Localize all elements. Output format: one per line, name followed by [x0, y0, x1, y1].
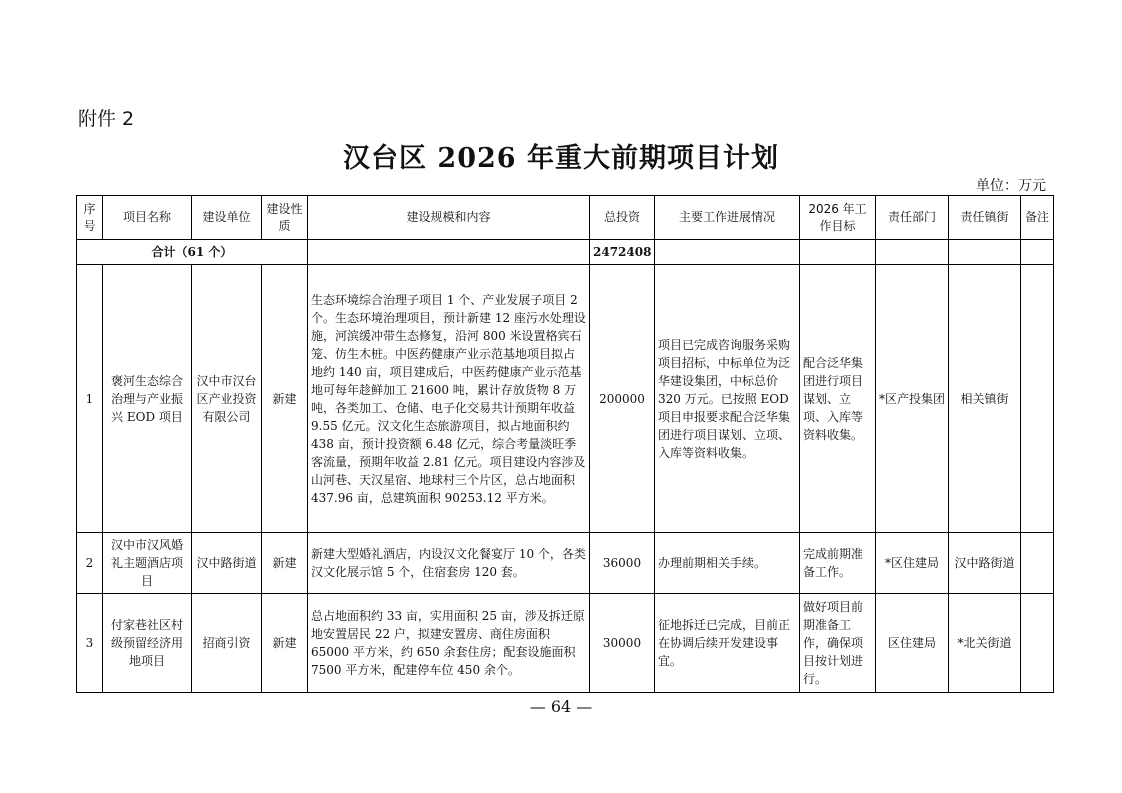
total-empty-cell [949, 240, 1021, 265]
row-progress: 征地拆迁已完成，目前正在协调后续开发建设事宜。 [655, 594, 800, 693]
table-row [77, 265, 1054, 533]
row-investment: 36000 [590, 533, 655, 594]
row-goal: 做好项目前期准备工作，确保项目按计划进行。 [800, 594, 876, 693]
header-cell-unit: 建设单位 [192, 196, 262, 240]
header-cell-nature: 建设性质 [262, 196, 308, 240]
unit-label: 单位：万元 [976, 178, 1046, 194]
page-title: 汉台区 2026 年重大前期项目计划 [343, 143, 779, 174]
row-project-name: 褒河生态综合治理与产业振兴 EOD 项目 [103, 265, 192, 533]
total-empty-cell [1021, 240, 1054, 265]
header-cell-scope: 建设规模和内容 [308, 196, 590, 240]
row-no: 2 [77, 533, 103, 594]
row-nature: 新建 [262, 265, 308, 533]
table-row [77, 533, 1054, 594]
total-empty-cell [876, 240, 949, 265]
row-nature: 新建 [262, 533, 308, 594]
row-scope: 新建大型婚礼酒店，内设汉文化餐宴厅 10 个，各类汉文化展示馆 5 个，住宿套房 120 套。 [308, 533, 590, 594]
header-cell-progress: 主要工作进展情况 [655, 196, 800, 240]
total-row [77, 240, 1054, 265]
row-nature: 新建 [262, 594, 308, 693]
header-cell-dept: 责任部门 [876, 196, 949, 240]
attachment-label: 附件 2 [78, 108, 135, 130]
row-town: 汉中路街道 [949, 533, 1021, 594]
header-cell-goal: 2026 年工作目标 [800, 196, 876, 240]
page-number: — 64 — [529, 697, 593, 716]
header-cell-investment: 总投资 [590, 196, 655, 240]
row-project-name: 汉中市汉风婚礼主题酒店项目 [103, 533, 192, 594]
table-header-row [77, 196, 1054, 240]
row-investment: 200000 [590, 265, 655, 533]
row-construction-unit: 招商引资 [192, 594, 262, 693]
row-no: 1 [77, 265, 103, 533]
row-construction-unit: 汉中路街道 [192, 533, 262, 594]
row-dept: *区住建局 [876, 533, 949, 594]
total-empty-cell [655, 240, 800, 265]
row-scope: 生态环境综合治理子项目 1 个、产业发展子项目 2 个。生态环境治理项目，预计新建 12 座污水处理设施，河滨缓冲带生态修复，沿河 800 米设置格宾石笼、仿生木桩。中医药健康产业示范基地项目拟占地约 140 亩，项目建成后，中医药健康产业示范基地可每年趁鲜加工 21600 吨，累计存放货物 8 万吨，各类加工、仓储、电子化交易共计预期年收益 9.55 亿元。汉文化生态旅游项目，拟占地面积约 438 亩，预计投资额 6.48 亿元，综合考量淡旺季客流量，预期年收益 2.81 亿元。项目建设内容涉及山河巷、天汉星宿、地球村三个片区，总占地面积 437.96 亩，总建筑面积 90253.12 平方米。 [308, 265, 590, 533]
row-goal: 完成前期准备工作。 [800, 533, 876, 594]
header-cell-note: 备注 [1021, 196, 1054, 240]
row-investment: 30000 [590, 594, 655, 693]
total-empty-cell [800, 240, 876, 265]
row-progress: 项目已完成咨询服务采购项目招标，中标单位为泛华建设集团，中标总价 320 万元。已按照 EOD 项目申报要求配合泛华集团进行项目谋划、立项、入库等资料收集。 [655, 265, 800, 533]
header-cell-no: 序号 [77, 196, 103, 240]
row-no: 3 [77, 594, 103, 693]
row-goal: 配合泛华集团进行项目谋划、立项、入库等资料收集。 [800, 265, 876, 533]
header-cell-town: 责任镇街 [949, 196, 1021, 240]
row-town: 相关镇街 [949, 265, 1021, 533]
row-construction-unit: 汉中市汉台区产业投资有限公司 [192, 265, 262, 533]
header-cell-name: 项目名称 [103, 196, 192, 240]
row-town: *北关街道 [949, 594, 1021, 693]
row-dept: *区产投集团 [876, 265, 949, 533]
row-dept: 区住建局 [876, 594, 949, 693]
row-scope: 总占地面积约 33 亩，实用面积 25 亩，涉及拆迁原地安置居民 22 户，拟建安置房、商住房面积 65000 平方米，约 650 余套住房；配套设施面积 7500 平方米，配建停车位 450 余个。 [308, 594, 590, 693]
row-project-name: 付家巷社区村级预留经济用地项目 [103, 594, 192, 693]
table-row [77, 594, 1054, 693]
row-note [1021, 265, 1054, 533]
total-investment: 2472408 [590, 240, 655, 265]
total-label: 合计（61 个） [77, 240, 308, 265]
row-note [1021, 594, 1054, 693]
total-empty-cell [308, 240, 590, 265]
row-progress: 办理前期相关手续。 [655, 533, 800, 594]
row-note [1021, 533, 1054, 594]
project-plan-table [76, 195, 1054, 693]
